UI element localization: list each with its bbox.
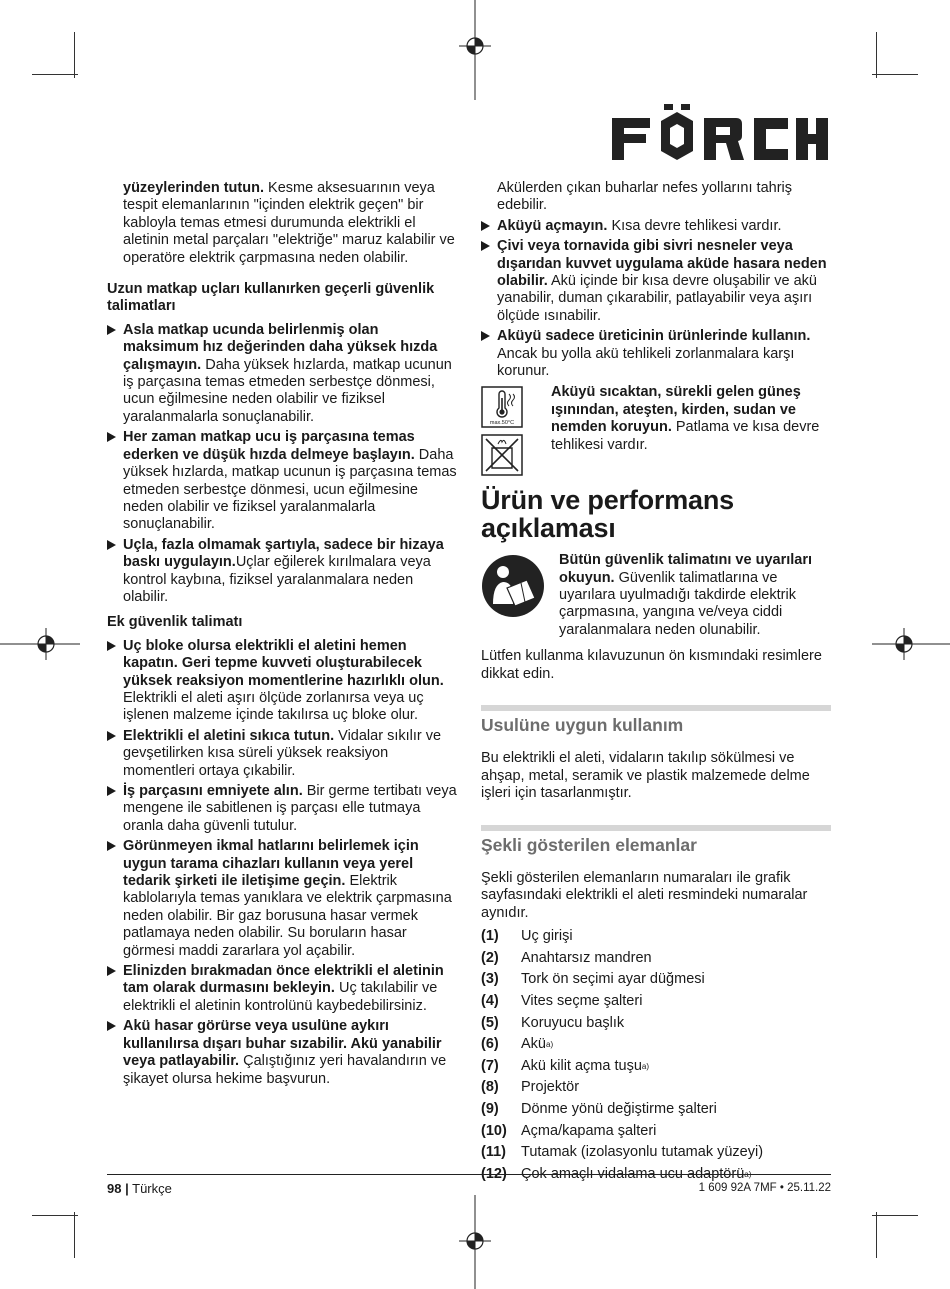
left-column — [107, 180, 457, 1091]
usage-text: Bu elektrikli el aleti, vidaların takılıp sökülmesi ve ahşap, metal, seramik ve plastik malzemede delme işleri için tasarlanmıştır. — [481, 750, 810, 802]
list-item: (2) Anahtarsız mandren — [481, 949, 652, 966]
usage-heading: Usulüne uygun kullanım — [481, 705, 831, 734]
list-item: (10) Açma/kapama şalteri — [481, 1122, 657, 1139]
safety-bullet: Elektrikli el aletini sıkıca tutun. Vidalar sıkılır ve gevşetilirken kısa süreli yüksek reaksiyon momentleri ortaya çıkabilir. — [107, 728, 457, 780]
list-item: (1) Uç girişi — [481, 928, 573, 945]
safety-bullet: Elinizden bırakmadan önce elektrikli el aletinin tam olarak durmasını bekleyin. Uç takılabilir ve elektrikli el aletinin kontrolünü kaybedebilirsiniz. — [107, 963, 457, 1015]
crop-mark — [32, 74, 78, 75]
safety-bullet: İş parçasını emniyete alın. Bir germe tertibatı veya mengene ile sabitlenen iş parçası elle tutmaya oranla daha güvenli tutulur. — [107, 783, 457, 835]
triangle-bullet-icon — [107, 325, 116, 335]
images-note: Lütfen kullanma kılavuzunun ön kısmındaki resimlere dikkat edin. — [481, 648, 822, 682]
list-item: (3) Tork ön seçimi ayar düğmesi — [481, 971, 705, 988]
page-number: 98 — [107, 1181, 122, 1196]
triangle-bullet-icon — [107, 641, 116, 651]
components-intro: Şekli gösterilen elemanların numaraları ile grafik sayfasındaki elektrikli el aleti resmindeki numaralar aynıdır. — [481, 869, 808, 921]
read-manual-icon — [481, 554, 545, 618]
crop-mark — [74, 1212, 75, 1258]
list-item: (9) Dönme yönü değiştirme şalteri — [481, 1100, 717, 1117]
svg-text:max.50°C: max.50°C — [489, 420, 515, 427]
list-item: (6) Akü a) — [481, 1036, 554, 1053]
crop-mark — [74, 32, 75, 78]
no-water-icon — [481, 434, 523, 476]
safety-bullet: Asla matkap ucunda belirlenmiş olan maksimum hız değerinden daha yüksek hızda çalışmayın. Daha yüksek hızlarda, matkap ucunun iş parçasına temas etmeden serbestçe dönmesi, ucun eğilmesine neden olabilir ve fiziksel yaralanmalarla sonuçlanabilir. — [107, 322, 457, 426]
safety-bullet: Her zaman matkap ucu iş parçasına temas ederken ve düşük hızda delmeye başlayın. Daha yüksek hızlarda, matkap ucunun iş parçasına temas etmeden serbestçe dönmesi, ucun eğilmesine neden olabilir ve fiziksel yaralanmalarla sonuçlanabilir. — [107, 429, 457, 533]
safety-bullet: Uçla, fazla olmamak şartıyla, sadece bir hizaya baskı uygulayın.Uçlar eğilerek kırılmalara veya kontrol kaybına, fiziksel yaralanmalara neden olabilir. — [107, 537, 457, 607]
list-item: (12) Çok amaçlı vidalama ucu adaptörü a) — [481, 1165, 752, 1182]
triangle-bullet-icon — [107, 432, 116, 442]
read-notice-text: Bütün güvenlik talimatını ve uyarıları okuyun. Güvenlik talimatlarına ve uyarılara uyulmadığı takdirde elektrik çarpmasına, yangına ve/veya ciddi yaralanmalara neden olunabilir. — [559, 552, 813, 638]
page-footer — [107, 1174, 831, 1196]
footer-separator: | — [125, 1181, 129, 1196]
list-item: (5) Koruyucu başlık — [481, 1014, 625, 1031]
footer-left — [107, 1181, 172, 1196]
triangle-bullet-icon — [107, 966, 116, 976]
components-list — [481, 928, 831, 1183]
intro-paragraph: Akülerden çıkan buharlar nefes yollarını tahriş edebilir. — [497, 180, 792, 214]
battery-temperature-icon — [481, 386, 523, 428]
list-item: (4) Vites seçme şalteri — [481, 992, 643, 1009]
safety-bullet: Çivi veya tornavida gibi sivri nesneler veya dışarıdan kuvvet uygulama aküde hasara neden olabilir. Akü içinde bir kısa devre oluşabilir ve akü yanabilir, duman çıkarabilir, patlayabilir veya aşırı ölçüde ısınabilir. — [481, 238, 831, 325]
safety-bullet: Görünmeyen ikmal hatlarını belirlemek için uygun tarama cihazları kullanın veya yerel tedarik şirketi ile iletişime geçin. Elektrik kablolarıyla temas yanıklara ve elektrik çarpmasına neden olabilir. Bir gaz borusuna hasar vermek patlamaya neden olabilir. Su boruların hasar görmesi maddi zararlara yol açabilir. — [107, 838, 457, 960]
safety-bullet: Akü hasar görürse veya usulüne aykırı kullanılırsa dışarı buhar sızabilir. Akü yanabilir veya patlayabilir. Çalıştığınız yeri havalandırın ve şikayet olursa hekime başvurun. — [107, 1018, 457, 1088]
triangle-bullet-icon — [107, 731, 116, 741]
triangle-bullet-icon — [481, 331, 490, 341]
crop-mark — [876, 32, 877, 78]
triangle-bullet-icon — [107, 841, 116, 851]
section-heading: Ek güvenlik talimatı — [107, 614, 243, 631]
triangle-bullet-icon — [107, 786, 116, 796]
heat-warning-block — [481, 384, 831, 454]
safety-bullet: Uç bloke olursa elektrikli el aletini hemen kapatın. Geri tepme kuvveti oluşturabilecek yüksek reaksiyon momentlerine hazırlıklı olun. Elektrikli el aleti aşırı ölçüde zorlanırsa veya uç işlenen malzeme içinde takılırsa uç bloke olur. — [107, 638, 457, 725]
read-notice-block — [481, 552, 831, 642]
crop-mark — [876, 1212, 877, 1258]
triangle-bullet-icon — [481, 221, 490, 231]
heat-warning-text: Aküyü sıcaktan, sürekli gelen güneş ışınından, ateşten, kirden, sudan ve nemden koruyun. Patlama ve kısa devre tehlikesi vardır. — [551, 384, 820, 453]
section-heading: Uzun matkap uçları kullanırken geçerli güvenlik talimatları — [107, 281, 435, 315]
list-item: (8) Projektör — [481, 1079, 580, 1096]
intro-paragraph: yüzeylerinden tutun. Kesme aksesuarının veya tespit elemanlarının "içinden elektrik geçen" bir kabloyla temas etmesi durumunda elektrikli el aletinin metal parçaları "elektriğe" maruz kalabilir ve operatöre elektrik çarpmasına neden olabilir. — [123, 180, 455, 266]
registration-mark-icon — [455, 0, 495, 100]
footer-language: Türkçe — [132, 1181, 172, 1196]
crop-mark — [32, 1215, 78, 1216]
triangle-bullet-icon — [107, 1021, 116, 1031]
triangle-bullet-icon — [481, 241, 490, 251]
safety-bullet: Aküyü açmayın. Kısa devre tehlikesi vardır. — [481, 218, 831, 235]
right-column — [481, 180, 831, 1187]
registration-mark-icon — [872, 624, 950, 664]
forch-logo — [612, 104, 828, 162]
registration-mark-icon — [0, 624, 80, 664]
product-heading: Ürün ve performans açıklaması — [481, 485, 734, 544]
triangle-bullet-icon — [107, 540, 116, 550]
document-code: 1 609 92A 7MF • 25.11.22 — [698, 1182, 831, 1194]
registration-mark-icon — [455, 1195, 495, 1289]
safety-bullet: Aküyü sadece üreticinin ürünlerinde kullanın. Ancak bu yolla akü tehlikeli zorlanmalara karşı korunur. — [481, 328, 831, 380]
components-heading: Şekli gösterilen elemanlar — [481, 825, 831, 854]
list-item: (7) Akü kilit açma tuşu a) — [481, 1057, 650, 1074]
list-item: (11) Tutamak (izolasyonlu tutamak yüzeyi) — [481, 1144, 764, 1161]
crop-mark — [872, 74, 918, 75]
crop-mark — [872, 1215, 918, 1216]
